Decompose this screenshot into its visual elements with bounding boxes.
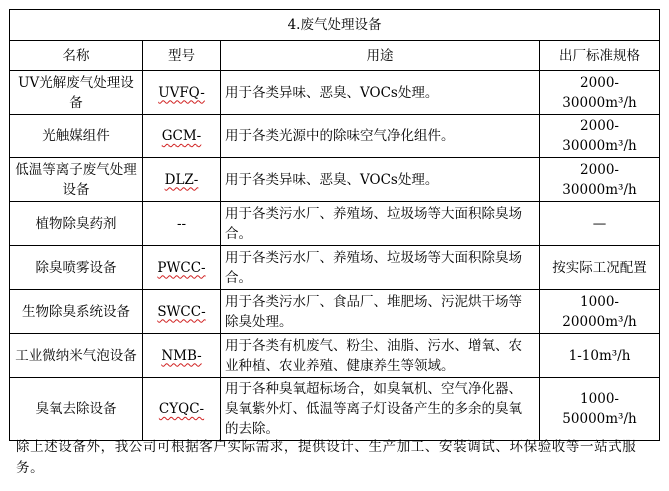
cell-use: 用于各类污水厂、养殖场、垃圾场等大面积除臭场合。	[221, 246, 540, 290]
cell-model	[143, 334, 221, 378]
cell-model	[143, 290, 221, 334]
cell-use: 用于各种臭氧超标场合，如臭氧机、空气净化器、臭氧紫外灯、低温等离子灯设备产生的多余的臭氧的去除。	[221, 378, 540, 441]
cell-name: 光触媒组件	[10, 115, 143, 158]
cell-name: 植物除臭药剂	[10, 202, 143, 246]
cell-name: 除臭喷雾设备	[10, 246, 143, 290]
cell-spec: 2000-30000m³/h	[540, 158, 660, 202]
table-row	[10, 290, 660, 334]
table-row	[10, 246, 660, 290]
cell-name: 臭氧去除设备	[10, 378, 143, 441]
table-row	[10, 71, 660, 115]
cell-model	[143, 246, 221, 290]
cell-spec: 2000-30000m³/h	[540, 71, 660, 115]
cell-use: 用于各类污水厂、食品厂、堆肥场、污泥烘干场等除臭处理。	[221, 290, 540, 334]
cell-spec: —	[540, 202, 660, 246]
header-model: 型号	[143, 41, 221, 71]
table-title-row	[10, 10, 660, 41]
header-name: 名称	[10, 41, 143, 71]
cell-model	[143, 115, 221, 158]
table-body	[10, 71, 660, 441]
model-code: UVFQ-	[158, 84, 205, 101]
model-code: NMB-	[161, 347, 202, 364]
cell-spec: 1000-20000m³/h	[540, 290, 660, 334]
cell-spec: 2000-30000m³/h	[540, 115, 660, 158]
cell-model	[143, 378, 221, 441]
model-code: --	[176, 215, 187, 232]
cell-use: 用于各类光源中的除味空气净化组件。	[221, 115, 540, 158]
cell-model	[143, 202, 221, 246]
cell-use: 用于各类异味、恶臭、VOCs处理。	[221, 158, 540, 202]
cell-spec: 按实际工况配置	[540, 246, 660, 290]
table-title: 4.废气处理设备	[10, 10, 660, 41]
table-header-row	[10, 41, 660, 71]
cell-model	[143, 71, 221, 115]
cell-use: 用于各类有机废气、粉尘、油脂、污水、增氧、农业种植、农业养殖、健康养生等领域。	[221, 334, 540, 378]
model-code: PWCC-	[157, 259, 206, 276]
header-spec: 出厂标准规格	[540, 41, 660, 71]
table-row	[10, 202, 660, 246]
table-row	[10, 158, 660, 202]
footer-note: 除上述设备外，我公司可根据客户实际需求，提供设计、生产加工、安装调试、环保验收等一站式服务。	[16, 439, 637, 476]
table-row	[10, 378, 660, 441]
header-use: 用途	[221, 41, 540, 71]
cell-spec: 1000-50000m³/h	[540, 378, 660, 441]
model-code: DLZ-	[164, 171, 199, 188]
cell-spec: 1-10m³/h	[540, 334, 660, 378]
model-code: GCM-	[161, 128, 202, 144]
cell-use: 用于各类异味、恶臭、VOCs处理。	[221, 71, 540, 115]
cell-name: 工业微纳米气泡设备	[10, 334, 143, 378]
equipment-table	[9, 9, 660, 441]
table-row	[10, 334, 660, 378]
model-code: CYQC-	[158, 401, 205, 417]
cell-model	[143, 158, 221, 202]
table-row	[10, 115, 660, 158]
cell-name: 低温等离子废气处理设备	[10, 158, 143, 202]
cell-name: UV光解废气处理设备	[10, 71, 143, 115]
cell-name: 生物除臭系统设备	[10, 290, 143, 334]
model-code: SWCC-	[157, 303, 206, 320]
cell-use: 用于各类污水厂、养殖场、垃圾场等大面积除臭场合。	[221, 202, 540, 246]
